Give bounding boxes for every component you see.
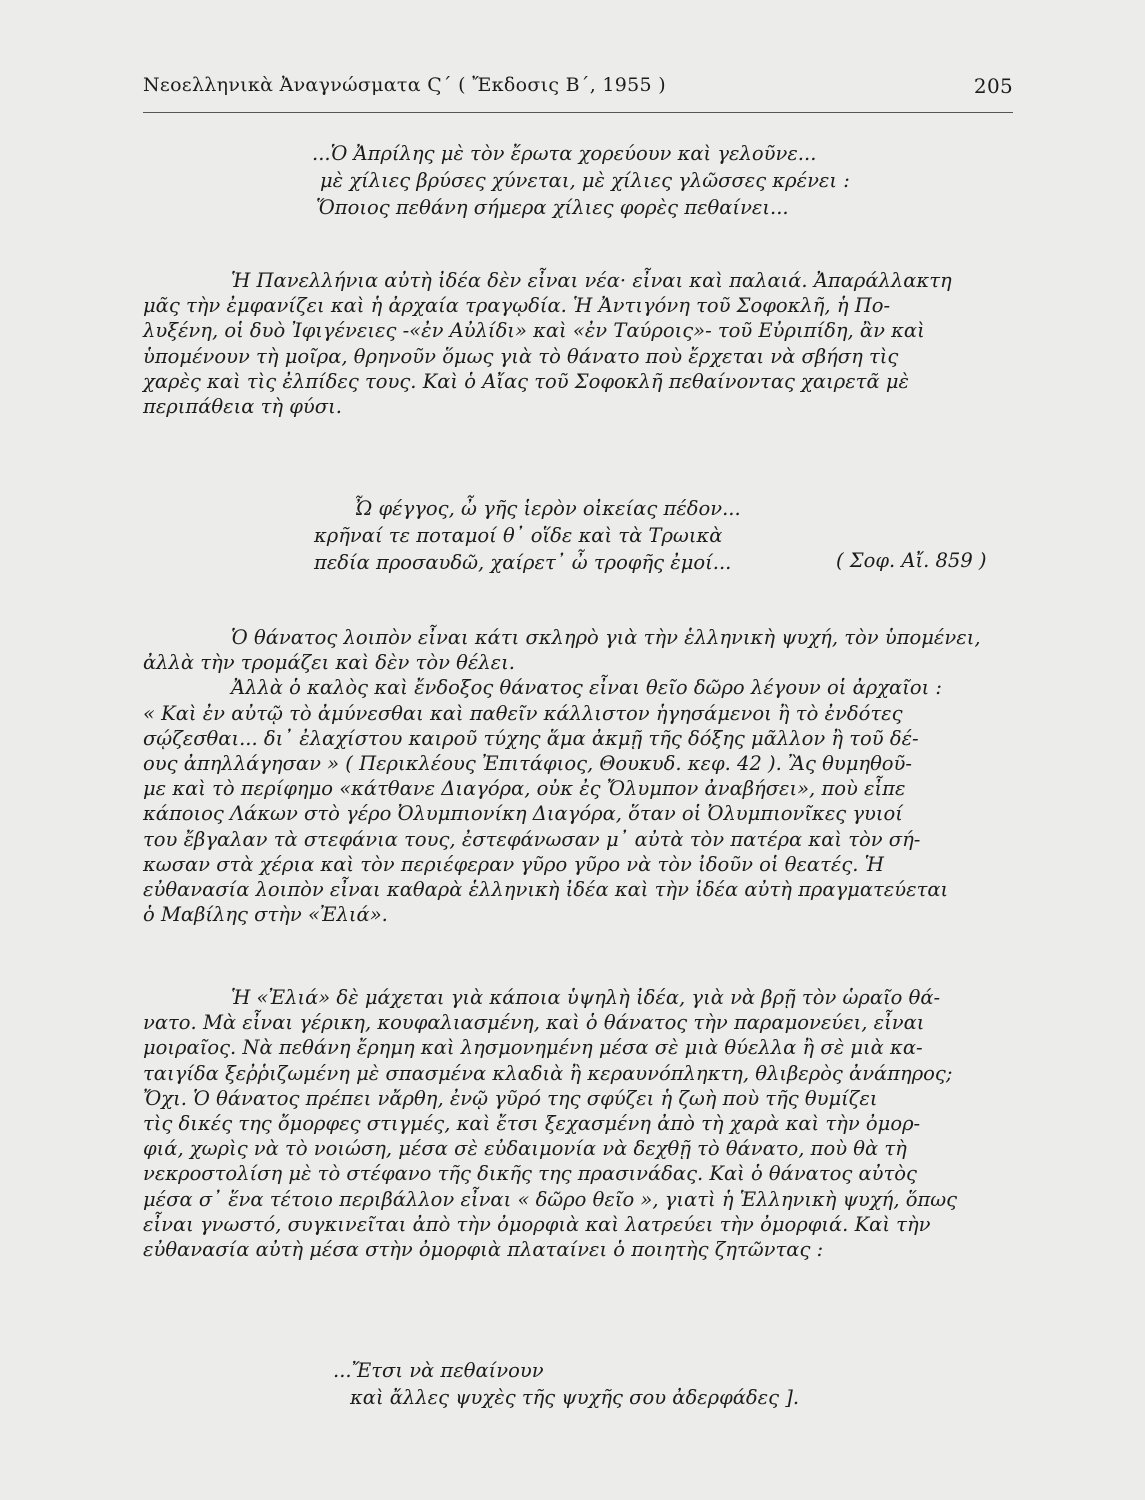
- text-line: νατο. Μὰ εἶναι γέρικη, κουφαλιασμένη, καὶ ὁ θάνατος τὴν παραμονεύει, εἶναι: [143, 1011, 925, 1035]
- verse-line: ...Ὁ Ἀπρίλης μὲ τὸν ἔρωτα χορεύουν καὶ γελοῦνε...: [312, 142, 817, 165]
- text-line: με καὶ τὸ περίφημο «κάτθανε Διαγόρα, οὐκ ἐς Ὄλυμπον ἀναβήσει», ποὺ εἶπε: [143, 777, 906, 801]
- verse-line: Ὦ φέγγος, ὦ γῆς ἱερὸν οἰκείας πέδον...: [354, 497, 741, 520]
- text-line: Ἡ Πανελλήνια αὐτὴ ἰδέα δὲν εἶναι νέα· εἶναι καὶ παλαιά. Ἀπαράλλακτη: [231, 269, 952, 292]
- verse-line: κρῆναί τε ποταμοί θ᾽ οἵδε καὶ τὰ Τρωικὰ: [314, 524, 723, 547]
- verse-excerpt-1: [312, 140, 850, 221]
- text-line: σῴζεσθαι... δι᾽ ἐλαχίστου καιροῦ τύχης ἅμα ἀκμῇ τῆς δόξης μᾶλλον ἢ τοῦ δέ-: [143, 726, 919, 750]
- text-line: μᾶς τὴν ἐμφανίζει καὶ ἡ ἀρχαία τραγῳδία. Ἡ Ἀντιγόνη τοῦ Σοφοκλῆ, ἡ Πο-: [143, 294, 891, 318]
- text-line: κάποιος Λάκων στὸ γέρο Ὀλυμπιονίκη Διαγόρα, ὅταν οἱ Ὀλυμπιονῖκες γυιοί: [143, 802, 903, 826]
- verse-line: πεδία προσαυδῶ, χαίρετ᾽ ὦ τροφῆς ἐμοί...: [314, 551, 732, 574]
- text-line: ὑπομένουν τὴ μοῖρα, θρηνοῦν ὅμως γιὰ τὸ θάνατο ποὺ ἔρχεται νὰ σβήση τὶς: [143, 344, 899, 368]
- verse-excerpt-2: [314, 495, 987, 576]
- text-line: τὶς δικές της ὄμορφες στιγμές, καὶ ἔτσι ξεχασμένη ἀπὸ τὴ χαρὰ καὶ τὴν ὀμορ-: [143, 1111, 921, 1135]
- text-line: Ἡ «Ἐλιά» δὲ μάχεται γιὰ κάποια ὑψηλὴ ἰδέα, γιὰ νὰ βρῇ τὸν ὡραῖο θά-: [231, 986, 941, 1009]
- page-number: 205: [973, 74, 1013, 98]
- verse-excerpt-3: [333, 1357, 799, 1411]
- verse-line: καὶ ἄλλες ψυχὲς τῆς ψυχῆς σου ἀδερφάδες ].: [350, 1386, 800, 1409]
- text-line: ἀλλὰ τὴν τρομάζει καὶ δὲν τὸν θέλει.: [143, 651, 515, 675]
- text-line: εἶναι γνωστό, συγκινεῖται ἀπὸ τὴν ὀμορφιὰ καὶ λατρεύει τὴν ὀμορφιά. Καὶ τὴν: [143, 1212, 931, 1236]
- text-line: ους ἀπηλλάγησαν » ( Περικλέους Ἐπιτάφιος, Θουκυδ. κεφ. 42 ). Ἂς θυμηθοῦ-: [143, 751, 912, 775]
- text-line: « Καὶ ἐν αὐτῷ τὸ ἀμύνεσθαι καὶ παθεῖν κάλλιστον ἡγησάμενοι ἢ τὸ ἐνδότες: [143, 701, 903, 725]
- text-line: μέσα σ᾽ ἕνα τέτοιο περιβάλλον εἶναι « δῶρο θεῖο », γιατὶ ἡ Ἑλληνικὴ ψυχή, ὅπως: [143, 1187, 958, 1211]
- text-line: εὐθανασία αὐτὴ μέσα στὴν ὀμορφιὰ πλαταίνει ὁ ποιητὴς ζητῶντας :: [143, 1237, 824, 1261]
- text-line: εὐθανασία λοιπὸν εἶναι καθαρὰ ἑλληνικὴ ἰδέα καὶ τὴν ἰδέα αὐτὴ πραγματεύεται: [143, 877, 949, 901]
- text-line: λυξένη, οἱ δυὸ Ἰφιγένειες -«ἐν Αὐλίδι» καὶ «ἐν Ταύροις»- τοῦ Εὐριπίδη, ἂν καὶ: [143, 319, 925, 343]
- verse-line: μὲ χίλιες βρύσες χύνεται, μὲ χίλιες γλῶσσες κρένει :: [320, 169, 850, 192]
- verse-line: Ὅποιος πεθάνη σήμερα χίλιες φορὲς πεθαίνει...: [316, 196, 789, 219]
- text-line: νεκροστολίση μὲ τὸ στέφανο τῆς δικῆς της πρασινάδας. Καὶ ὁ θάνατος αὐτὸς: [143, 1162, 917, 1186]
- text-line: μοιραῖος. Νὰ πεθάνη ἔρημη καὶ λησμονημένη μέσα σὲ μιὰ θύελλα ἢ σὲ μιὰ κα-: [143, 1036, 923, 1060]
- text-line: περιπάθεια τὴ φύσι.: [143, 394, 342, 418]
- text-line: του ἔβγαλαν τὰ στεφάνια τους, ἐστεφάνωσαν μ᾽ αὐτὰ τὸν πατέρα καὶ τὸν σή-: [143, 827, 921, 851]
- text-line: Ὄχι. Ὁ θάνατος πρέπει νἄρθη, ἐνῷ γῦρό της σφύζει ἡ ζωὴ ποὺ τῆς θυμίζει: [143, 1086, 878, 1110]
- text-line: ὁ Μαβίλης στὴν «Ἐλιά».: [143, 903, 388, 927]
- text-line: Ὁ θάνατος λοιπὸν εἶναι κάτι σκληρὸ γιὰ τὴν ἑλληνικὴ ψυχή, τὸν ὑπομένει,: [231, 626, 981, 649]
- text-line: κωσαν στὰ χέρια καὶ τὸν περιέφεραν γῦρο γῦρο νὰ τὸν ἰδοῦν οἱ θεατές. Ἡ: [143, 852, 885, 876]
- header-rule: [143, 112, 1013, 113]
- paragraph-2: [143, 625, 1018, 927]
- text-line: ταιγίδα ξεῤῥιζωμένη μὲ σπασμένα κλαδιὰ ἢ κεραυνόπληκτη, θλιβερὸς ἀνάπηρος;: [143, 1061, 953, 1085]
- verse-citation: ( Σοφ. Αἴ. 859 ): [836, 549, 987, 572]
- paragraph-3: [143, 985, 1018, 1262]
- verse-line: ...Ἔτσι νὰ πεθαίνουν: [333, 1359, 544, 1382]
- paragraph-1: [143, 268, 1016, 419]
- text-line: φιά, χωρὶς νὰ τὸ νοιώση, μέσα σὲ εὐδαιμονία νὰ δεχθῇ τὸ θάνατο, ποὺ θὰ τὴ: [143, 1137, 907, 1161]
- header-title: Νεοελληνικὰ Ἀναγνώσματα Ϛ΄ ( Ἔκδοσις Β΄, 1955 ): [143, 74, 666, 96]
- text-line: Ἀλλὰ ὁ καλὸς καὶ ἔνδοξος θάνατος εἶναι θεῖο δῶρο λέγουν οἱ ἀρχαῖοι :: [231, 676, 942, 700]
- text-line: χαρὲς καὶ τὶς ἐλπίδες τους. Καὶ ὁ Αἴας τοῦ Σοφοκλῆ πεθαίνοντας χαιρετᾶ μὲ: [143, 369, 909, 393]
